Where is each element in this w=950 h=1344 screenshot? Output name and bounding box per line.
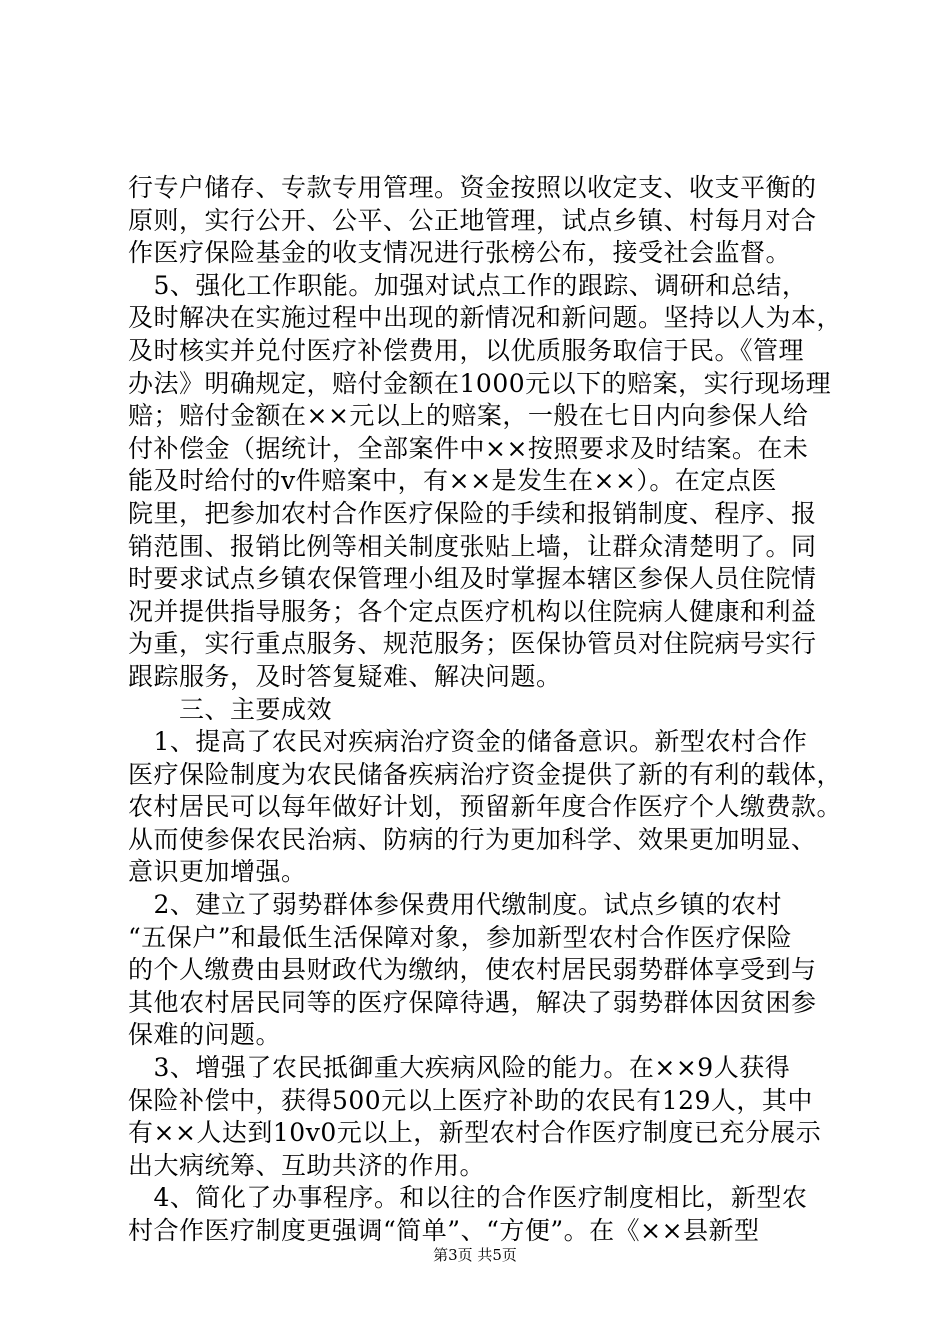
text-line: 况并提供指导服务；各个定点医疗机构以住院病人健康和利益	[128, 596, 817, 626]
text-line: 其他农村居民同等的医疗保障待遇，解决了弱势群体因贫困参	[128, 987, 817, 1017]
text-line: 5、强化工作职能。加强对试点工作的跟踪、调研和总结，	[128, 270, 808, 300]
text-line: 从而使参保农民治病、防病的行为更加科学、效果更加明显、	[128, 824, 817, 854]
text-line: 有××人达到10v0元以上，新型农村合作医疗制度已充分展示	[128, 1118, 822, 1148]
section-heading: 三、主要成效	[128, 694, 333, 724]
text-line: 为重，实行重点服务、规范服务；医保协管员对住院病号实行	[128, 629, 817, 659]
text-line: 院里，把参加农村合作医疗保险的手续和报销制度、程序、报	[128, 498, 817, 528]
text-line: 原则，实行公开、公平、公正地管理，试点乡镇、村每月对合	[128, 205, 817, 235]
text-line: 跟踪服务，及时答复疑难、解决问题。	[128, 661, 562, 691]
text-line: 3、增强了农民抵御重大疾病风险的能力。在××9人获得	[128, 1053, 791, 1083]
text-line: 办法》明确规定，赔付金额在1000元以下的赔案，实行现场理	[128, 368, 832, 398]
text-line: 时要求试点乡镇农保管理小组及时掌握本辖区参保人员住院情	[128, 564, 817, 594]
body-text	[128, 172, 843, 1248]
text-line: 行专户储存、专款专用管理。资金按照以收定支、收支平衡的	[128, 173, 817, 202]
text-line: 保难的问题。	[128, 1020, 282, 1050]
text-line: 能及时给付的v件赔案中，有××是发生在××）。在定点医	[128, 466, 777, 496]
page-footer: 第3页 共5页	[433, 1246, 517, 1264]
text-line: 出大病统筹、互助共济的作用。	[128, 1150, 486, 1180]
text-line: 赔；赔付金额在××元以上的赔案，一般在七日内向参保人给	[128, 401, 809, 431]
text-line: 销范围、报销比例等相关制度张贴上墙，让群众清楚明了。同	[128, 531, 817, 561]
text-line: 的个人缴费由县财政代为缴纳，使农村居民弱势群体享受到与	[128, 955, 817, 985]
text-line: 2、建立了弱势群体参保费用代缴制度。试点乡镇的农村	[128, 890, 782, 920]
text-line: 1、提高了农民对疾病治疗资金的储备意识。新型农村合作	[128, 727, 808, 757]
text-line: “五保户”和最低生活保障对象，参加新型农村合作医疗保险	[128, 922, 793, 952]
text-line: 意识更加增强。	[128, 857, 307, 887]
text-line: 及时核实并兑付医疗补偿费用，以优质服务取信于民。《管理	[128, 335, 805, 365]
text-line: 村合作医疗制度更强调“简单”、“方便”。在《××县新型	[128, 1216, 760, 1245]
text-line: 农村居民可以每年做好计划，预留新年度合作医疗个人缴费款。	[128, 792, 843, 822]
text-line: 保险补偿中，获得500元以上医疗补助的农民有129人，其中	[128, 1085, 813, 1115]
text-line: 医疗保险制度为农民储备疾病治疗资金提供了新的有利的载体，	[128, 759, 843, 789]
text-line: 及时解决在实施过程中出现的新情况和新问题。坚持以人为本，	[128, 303, 843, 333]
text-line: 付补偿金（据统计，全部案件中××按照要求及时结案。在未	[128, 433, 809, 463]
text-line: 作医疗保险基金的收支情况进行张榜公布，接受社会监督。	[128, 238, 792, 268]
text-line: 4、简化了办事程序。和以往的合作医疗制度相比，新型农	[128, 1183, 808, 1213]
